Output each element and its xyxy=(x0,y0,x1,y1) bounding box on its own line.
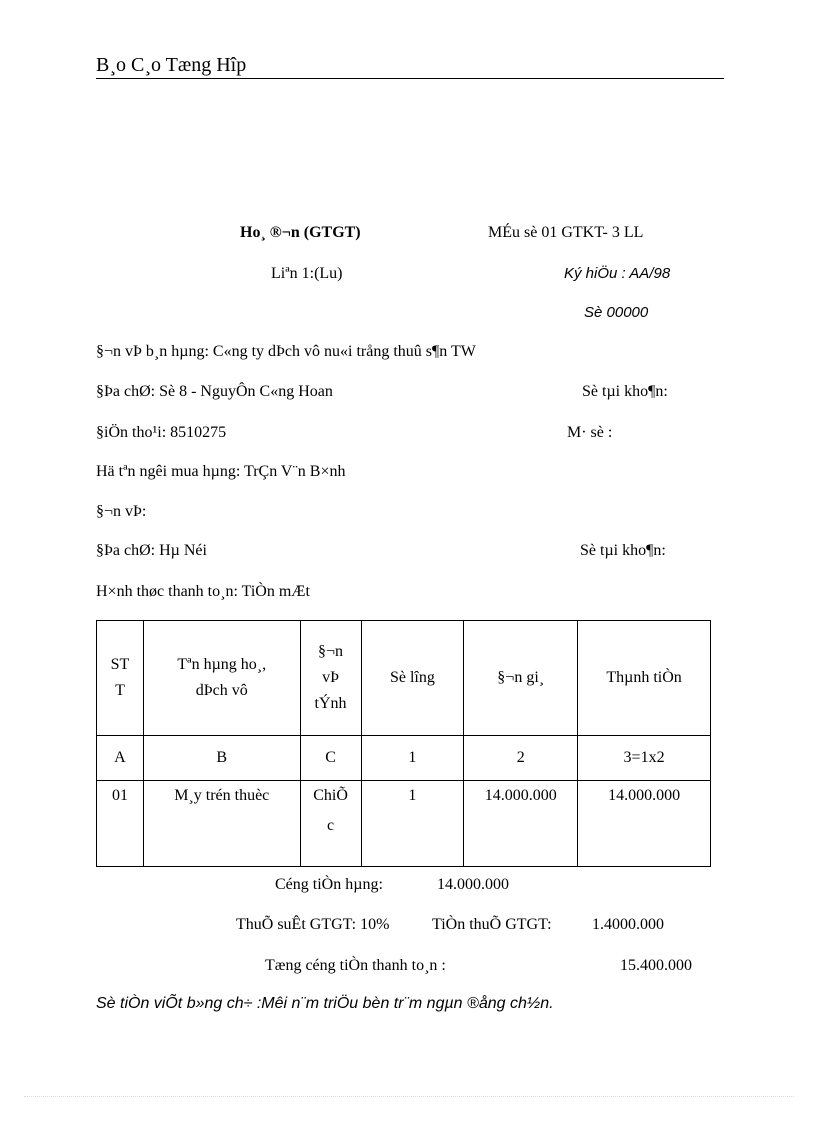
vat-rate: ThuÕ suÊt GTGT: 10% xyxy=(236,916,390,933)
item-stt: 01 xyxy=(97,781,144,867)
code-a: A xyxy=(97,736,144,781)
subtotal-value: 14.000.000 xyxy=(437,876,509,893)
buyer-address: §Þa chØ: Hµ Néi xyxy=(96,542,207,559)
amount-in-words: Sè tiÒn viÕt b»ng ch÷ :Mêi n¨m triÖu bèn tr¨m ngµn ®ång ch½n. xyxy=(96,995,554,1012)
vat-amount-value: 1.4000.000 xyxy=(592,916,664,933)
buyer-unit: §¬n vÞ: xyxy=(96,503,147,520)
invoice-symbol: Ký hiÖu : AA/98 xyxy=(564,265,671,282)
item-quantity: 1 xyxy=(361,781,464,867)
code-b: B xyxy=(143,736,300,781)
seller-unit: §¬n vÞ b¸n hµng: C«ng ty dÞch vô nu«i trång thuû s¶n TW xyxy=(96,343,476,360)
table-row xyxy=(97,781,711,867)
header-unit: §¬n vÞ tÝnh xyxy=(300,621,361,736)
payment-method: H×nh thøc thanh to¸n: TiÒn mÆt xyxy=(96,583,310,600)
header-amount: Thµnh tiÒn xyxy=(578,621,711,736)
item-unit: ChiÕ c xyxy=(300,781,361,867)
item-name: M¸y trén thuèc xyxy=(143,781,300,867)
code-1: 1 xyxy=(361,736,464,781)
invoice-number: Sè 00000 xyxy=(584,304,649,321)
seller-account-label: Sè tµi kho¶n: xyxy=(582,383,668,400)
code-3: 3=1x2 xyxy=(578,736,711,781)
subtotal-label: Céng tiÒn hµng: xyxy=(275,876,383,893)
item-amount: 14.000.000 xyxy=(578,781,711,867)
item-price: 14.000.000 xyxy=(464,781,578,867)
vat-amount-label: TiÒn thuÕ GTGT: xyxy=(432,916,552,933)
header-item-name: Tªn hµng ho¸, dÞch vô xyxy=(143,621,300,736)
invoice-copy: Liªn 1:(Lu) xyxy=(271,265,343,282)
table-header-row xyxy=(97,621,711,736)
grand-total-value: 15.400.000 xyxy=(620,957,692,974)
invoice-items-table xyxy=(96,620,711,867)
header-stt: ST T xyxy=(97,621,144,736)
buyer-account-label: Sè tµi kho¶n: xyxy=(580,542,666,559)
buyer-name: Hä tªn ngêi mua hµng: TrÇn V¨n B×nh xyxy=(96,463,346,480)
report-header-title: B¸o C¸o Tæng Hîp xyxy=(96,54,247,76)
header-unit-price: §¬n gi¸ xyxy=(464,621,578,736)
seller-tax-code-label: M· sè : xyxy=(567,424,613,441)
table-code-row xyxy=(97,736,711,781)
header-divider xyxy=(96,78,724,79)
seller-address: §Þa chØ: Sè 8 - NguyÔn C«ng Hoan xyxy=(96,383,333,400)
invoice-title: Ho¸ ®¬n (GTGT) xyxy=(240,224,361,241)
seller-phone: §iÖn tho¹i: 8510275 xyxy=(96,424,227,441)
code-c: C xyxy=(300,736,361,781)
invoice-form-number: MÉu sè 01 GTKT- 3 LL xyxy=(488,224,644,241)
header-quantity: Sè lîng xyxy=(361,621,464,736)
code-2: 2 xyxy=(464,736,578,781)
grand-total-label: Tæng céng tiÒn thanh to¸n : xyxy=(265,957,446,974)
page-bottom-rule xyxy=(24,1096,794,1097)
